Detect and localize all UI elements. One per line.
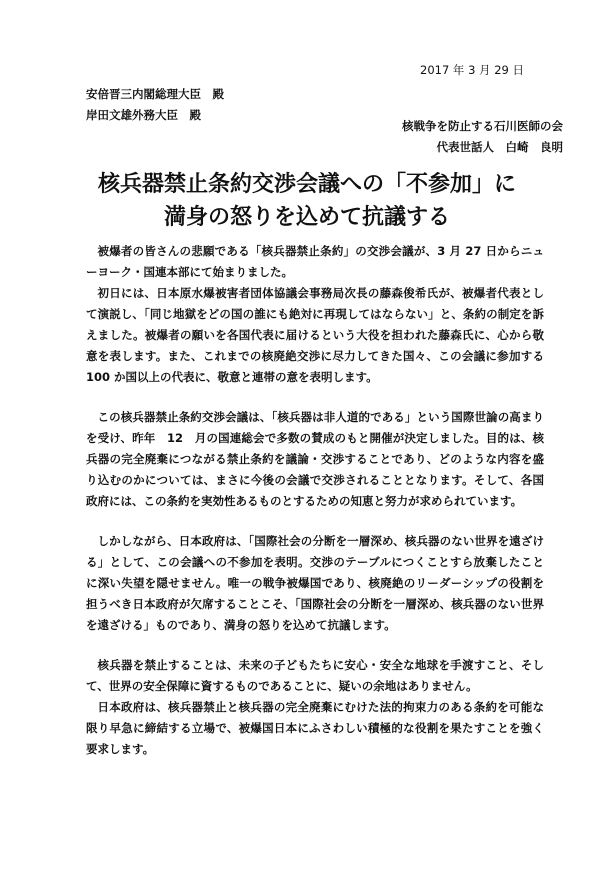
body-paragraph-3: この核兵器禁止条約交渉会議は、「核兵器は非人道的である」という国際世論の高まりを受け、昨年 12 月の国連総会で多数の賛成のもと開催が決定しました。目的は、核兵器の完全廃棄につながる禁止条約を議論・交渉することであり、どのような内容を盛り込むのかについては、まさに今後の会議で交渉されることとなります。そして、各国政府には、この条約を実効性あるものとするための知恵と努力が求められています。: [86, 410, 544, 508]
paragraph-spacer: [86, 636, 544, 655]
title-line-1: 核兵器禁止条約交渉会議への「不参加」に: [97, 172, 516, 197]
paragraph-spacer: [86, 512, 544, 531]
recipient-prime-minister: 安倍晋三内閣総理大臣 殿: [86, 87, 224, 101]
sender-representative: 代表世話人 白崎 良明: [436, 140, 563, 154]
sender-block: [353, 116, 563, 158]
paragraph-spacer: [86, 388, 544, 407]
recipient-foreign-minister: 岸田文雄外務大臣 殿: [86, 108, 201, 122]
title-line-2: 満身の怒りを込めて抗議する: [163, 205, 450, 230]
body-paragraph-1: 被爆者の皆さんの悲願である「核兵器禁止条約」の交渉会議が、3 月 27 日からニューヨーク・国連本部にて始まりました。: [86, 244, 544, 279]
body-paragraph-2: 初日には、日本原水爆被害者団体協議会事務局次長の藤森俊希氏が、被爆者代表として演説し、「同じ地獄をどの国の誰にも絶対に再現してはならない」と、条約の制定を訴えました。被爆者の願いを各国代表に届けるという大役を担われた藤森氏に、心から敬意を表します。また、これまでの核廃絶交渉に尽力してきた国々、この会議に参加する 100 か国以上の代表に、敬意と連帯の意を表明します。: [86, 286, 544, 384]
document-date: 2017 年 3 月 29 日: [420, 63, 524, 77]
document-body: [86, 241, 544, 760]
body-paragraph-6: 日本政府は、核兵器禁止と核兵器の完全廃棄にむけた法的拘束力のある条約を可能な限り早急に締結する立場で、被爆国日本にふさわしい積極的な役割を果たすことを強く要求します。: [86, 700, 544, 756]
recipients-block: [86, 84, 224, 126]
document-title: [40, 168, 574, 234]
body-paragraph-5: 核兵器を禁止することは、未来の子どもたちに安心・安全な地球を手渡すこと、そして、世界の安全保障に資するものであることに、疑いの余地はありません。: [86, 658, 544, 693]
sender-organization: 核戦争を防止する石川医師の会: [402, 119, 563, 133]
body-paragraph-4: しかしながら、日本政府は、「国際社会の分断を一層深め、核兵器のない世界を遠ざける」として、この会議への不参加を表明。交渉のテーブルにつくことすら放棄したことに深い失望を隠せません。唯一の戦争被爆国であり、核廃絶のリーダーシップの役割を担うべき日本政府が欠席することこそ、「国際社会の分断を一層深め、核兵器のない世界を遠ざける」ものであり、満身の怒りを込めて抗議します。: [86, 534, 544, 632]
